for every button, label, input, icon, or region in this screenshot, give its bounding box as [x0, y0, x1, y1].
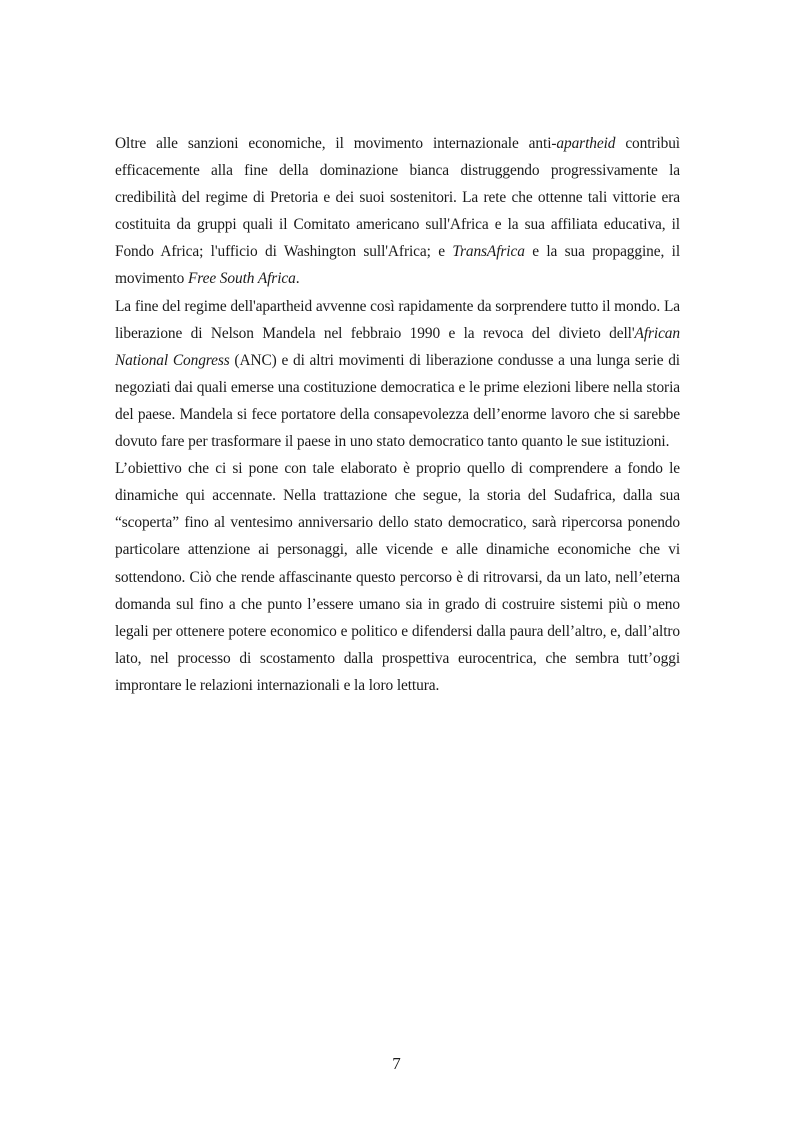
paragraph-objective: [115, 455, 680, 699]
body-text: [115, 130, 680, 699]
paragraph-end-of-apartheid: [115, 293, 680, 456]
text-run: .: [295, 270, 300, 288]
page-number: 7: [392, 1054, 401, 1073]
italic-term: Free South Africa: [187, 270, 296, 288]
italic-term: African National Congress: [115, 324, 680, 369]
text-run: La fine del regime dell'apartheid avvenne così rapidamente da sorprendere tutto il mondo. La liberazione di Nelson Mandela nel febbraio 1990 e la revoca del divieto dell': [115, 297, 680, 342]
text-run: L’obiettivo che ci si pone con tale elaborato è proprio quello di comprendere a fondo le dinamiche qui accennate. Nella trattazione che segue, la storia del Sudafrica, dalla sua “scoperta” fino al ventesimo anniversario dello stato democratico, sarà ripercorsa ponendo particolare attenzione ai personaggi, alle vicende e alle dinamiche economiche che vi sottendono. Ciò che rende affascinante questo percorso è di ritrovarsi, da un lato, nell’eterna domanda sul fino a che punto l’essere umano sia in grado di costruire sistemi più o meno legali per ottenere potere economico e politico e difendersi dalla paura dell’altro, e, dall’altro lato, nel processo di scostamento dalla prospettiva eurocentrica, che sembra tutt’oggi improntare le relazioni internazionali e la loro lettura.: [115, 460, 680, 694]
italic-term: apartheid: [556, 135, 616, 152]
paragraph-sanctions: [115, 130, 680, 293]
text-run: e la sua propaggine, il movimento: [115, 243, 680, 288]
italic-term: TransAfrica: [452, 243, 525, 261]
text-run: Oltre alle sanzioni economiche, il movimento internazionale anti-: [115, 135, 557, 152]
text-run: (ANC) e di altri movimenti di liberazione condusse a una lunga serie di negoziati dai quali emerse una costituzione democratica e le prime elezioni libere nella storia del paese. Mandela si fece portatore della consapevolezza dell’enorme lavoro che si sarebbe dovuto fare per trasformare il paese in uno stato democratico tanto quanto le sue istituzioni.: [115, 351, 680, 451]
text-run: contribuì efficacemente alla fine della dominazione bianca distruggendo progressivamente la credibilità del regime di Pretoria e dei suoi sostenitori. La rete che ottenne tali vittorie era costituita da gruppi quali il Comitato americano sull'Africa e la sua affiliata educativa, il Fondo Africa; l'ufficio di Washington sull'Africa; e: [115, 135, 680, 261]
